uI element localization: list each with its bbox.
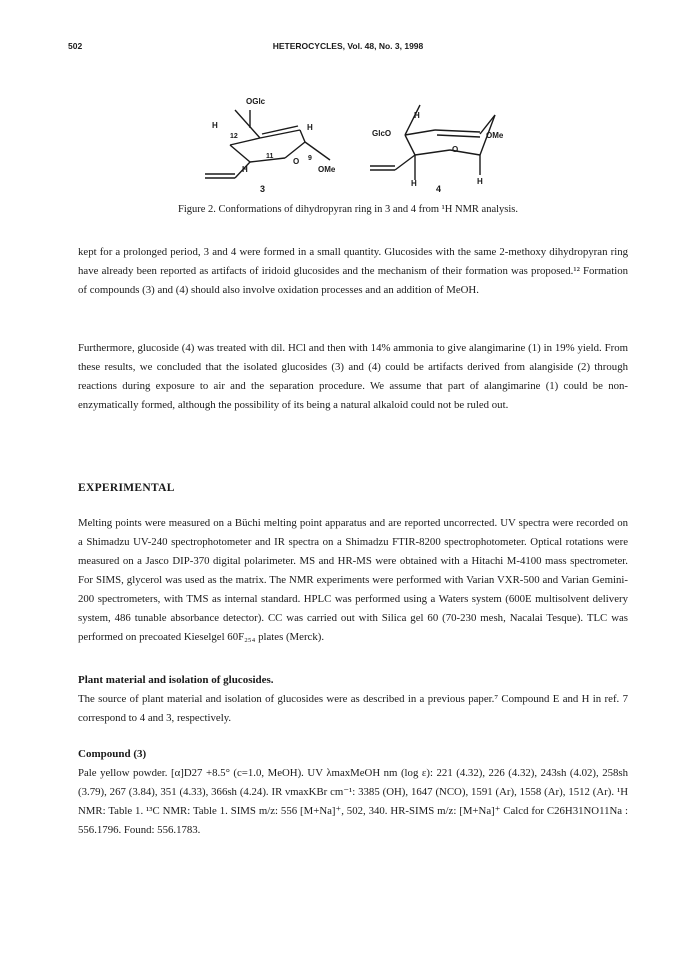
subheading-plant-material: Plant material and isolation of glucosides. (78, 674, 274, 686)
plant-paragraph (78, 690, 628, 728)
structure-4 (370, 105, 495, 180)
compound-paragraph (78, 764, 628, 840)
label-glco: GlcO (372, 129, 392, 138)
paragraph-1-text: kept for a prolonged period, 3 and 4 were formed in a small quantity. Glucosides with the same 2-methoxy dihydropyran ring have already been reported as artifacts of iridoid glucosides and the mechanism of their formation was proposed.¹² Formation of compounds (3) and (4) should also involve oxidation processes and an addition of MeOH. (78, 246, 628, 296)
conformation-diagram (190, 90, 530, 200)
paragraph-2-text: Furthermore, glucoside (4) was treated with dil. HCl and then with 14% ammonia to give alangimarine (1) in 19% yield. From these results, we concluded that the isolated glucosides (3) and (4) could be artifacts derived from alangiside (2) through reactions during exposure to air and the separation procedure. We assume that part of alangimarine (1) could be non-enzymatically formed, although the possibility of its being a natural alkaloid could not be ruled out. (78, 342, 628, 411)
paragraph-2 (78, 339, 628, 415)
label-11: 11 (266, 153, 274, 160)
label-h-bottom-3: H (242, 165, 248, 174)
figure-caption: Figure 2. Conformations of dihydropyran ring in 3 and 4 from ¹H NMR analysis. (178, 204, 518, 215)
label-12: 12 (230, 133, 238, 140)
section-heading-experimental: EXPERIMENTAL (78, 482, 175, 494)
label-h-top-4: H (414, 111, 420, 120)
label-h-bottom-left-4: H (411, 179, 417, 188)
label-o-ring-4: O (452, 145, 459, 154)
label-h-top-left: H (212, 121, 218, 130)
page-number: 502 (68, 41, 83, 51)
structure-3 (205, 110, 330, 178)
compound-label-4: 4 (436, 184, 442, 194)
experimental-paragraph-text: Melting points were measured on a Büchi melting point apparatus and are reported uncorrected. UV spectra were recorded on a Shimadzu UV-240 spectrophotometer and IR spectra on a Shimadzu FTIR-8200 spectrophotometer. Optical rotations were measured on a Jasco DIP-370 digital polarimeter. MS and HR-MS were obtained with a Hitachi M-4100 mass spectrometer. For SIMS, glycerol was used as the matrix. The NMR experiments were performed with Varian VXR-500 and Varian Gemini-200 spectrometers, with TMS as internal standard. HPLC was performed using a Waters system (600E multisolvent delivery system, 486 tunable absorbance detector). CC was carried out with Silica gel 60 (70-230 mesh, Nacalai Tesque). TLC was performed on precoated Kieselgel 60F₂₅₄ plates (Merck). (78, 517, 628, 643)
label-o-ring-3: O (293, 157, 300, 166)
figure-structures (190, 90, 530, 200)
page-header (68, 41, 628, 55)
paragraph-1 (78, 243, 628, 300)
experimental-paragraph (78, 514, 628, 647)
label-oglc: OGlc (246, 97, 266, 106)
subheading-compound-3: Compound (3) (78, 748, 147, 760)
label-ome-4: OMe (486, 131, 504, 140)
compound-paragraph-text: Pale yellow powder. [α]D27 +8.5° (c=1.0, MeOH). UV λmaxMeOH nm (log ε): 221 (4.32), 226 (4.32), 243sh (4.02), 258sh (3.79), 267 (3.84), 351 (4.33), 366sh (4.24). IR νmaxKBr cm⁻¹: 3385 (OH), 1647 (NCO), 1591 (Ar), 1558 (Ar), 1512 (Ar). ¹H NMR: Table 1. ¹³C NMR: Table 1. SIMS m/z: 556 [M+Na]⁺, 502, 340. HR-SIMS m/z: [M+Na]⁺ Calcd for C26H31NO11Na : 556.1796. Found: 556.1783. (78, 767, 628, 836)
compound-label-3: 3 (260, 184, 266, 194)
label-9: 9 (308, 155, 312, 162)
plant-paragraph-text: The source of plant material and isolation of glucosides were as described in a previous paper.⁷ Compound E and H in ref. 7 correspond to 4 and 3, respectively. (78, 693, 628, 724)
label-h-bottom-right-4: H (477, 177, 483, 186)
label-h-top-right: H (307, 123, 313, 132)
label-ome-3: OMe (318, 165, 336, 174)
journal-citation: HETEROCYCLES, Vol. 48, No. 3, 1998 (272, 41, 424, 51)
